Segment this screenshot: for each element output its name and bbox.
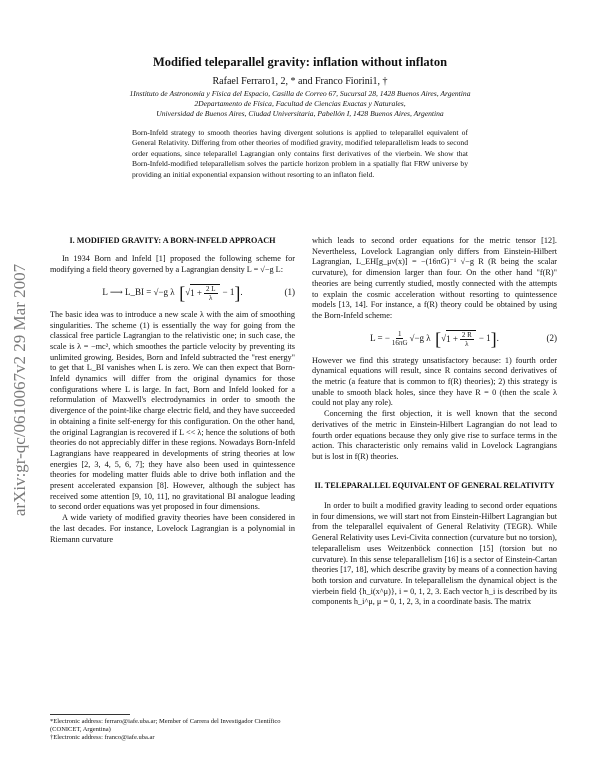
left-paragraph-3: A wide variety of modified gravity theories have been considered in the last decades. For instance, Lovelock Lagrangian is a polynomial in Riemann curvature xyxy=(50,513,295,544)
left-paragraph-2: The basic idea was to introduce a new scale λ with the aim of smoothing singularities. The scheme (1) is essentially the way for going from the classical free particle Lagrangian to the relativistic one; in such case, the scale is λ = −mc², which smoothes the particle velocity by preventing its unlimited growing. Besides, Born and Infeld subtracted the "rest energy" to get that L_BI vanishes when L is zero. We can then expect that Born-Infeld dynamics will differ from the original dynamics for those configurations where L is large. In fact, Born and Infeld looked for a reformulation of Maxwell's electrodynamics in order to smooth the divergence of the point-like charge electric field, and they have succeeded in obtaining a finite self-energy for this configuration. On the other hand, the original Lagrangian is recovered if L << λ; hence the solutions of both theories do not appreciably differ in these regions. Nowadays Born-Infeld Lagrangians have reappeared in developments of string theories at low energies [2, 3, 4, 5, 6, 7]; they have also been used in quintessence theories for modeling matter fluids able to drive both inflation and the present accelerated expansion [8]. However, although the subject has received some attention [9, 10, 11], no gravitational BI analogue leading to second order equations was yet proposed in four dimensions. xyxy=(50,309,295,512)
eq1-sqrt-prefix: 1 + xyxy=(190,287,202,298)
footnote-2: †Electronic address: franco@iafe.uba.ar xyxy=(50,734,155,742)
eq2-open-bracket: [ xyxy=(430,328,442,349)
equation-1: L ⟶ L_BI = √−g λ [ √ 1 + $\frac{2 L}{\lambda}$ − 1 ] . (1) xyxy=(102,282,295,303)
eq2-close-bracket: ] xyxy=(490,328,497,349)
eq2-tail: − 1 xyxy=(478,333,491,344)
footnote-rule xyxy=(50,714,130,715)
left-paragraph-1: In 1934 Born and Infeld [1] proposed the following scheme for modifying a field theory governed by a Lagrangian density L = √−g L: xyxy=(50,254,295,275)
eq2-number: (2) xyxy=(546,333,557,344)
paper-authors: Rafael Ferraro1, 2, * and Franco Fiorini1, † xyxy=(212,76,388,87)
arxiv-id: arXiv:gr-qc/0610067v2 29 Mar 2007 xyxy=(10,263,29,517)
section-1-heading: I. MODIFIED GRAVITY: A BORN-INFELD APPROACH xyxy=(69,236,276,245)
left-column xyxy=(50,236,295,545)
eq1-fraction: $\frac{2 L}{\lambda}$ xyxy=(205,284,216,302)
eq2-sqrt: √ 1 + $\frac{2 R}{\lambda}$ xyxy=(441,330,476,348)
eq1-close-bracket: ] xyxy=(234,282,241,303)
eq2-mid: √−g λ xyxy=(409,333,431,344)
affiliation-3: Universidad de Buenos Aires, Ciudad Universitaria, Pabellón I, 1428 Buenos Aires, Argentina xyxy=(156,109,444,118)
eq1-number: (1) xyxy=(284,287,295,298)
paper-title: Modified teleparallel gravity: inflation without inflaton xyxy=(152,55,448,69)
affiliation-1: 1Instituto de Astronomía y Física del Espacio, Casilla de Correo 67, Sucursal 28, 1428 Buenos Aires, Argentina xyxy=(129,89,471,98)
eq1-tail: − 1 xyxy=(222,287,235,298)
eq1-sqrt: √ 1 + $\frac{2 L}{\lambda}$ xyxy=(185,284,219,302)
right-paragraph-4: In order to built a modified gravity leading to second order equations in four dimensions, we will start not from Einstein-Hilbert Lagrangian but from the teleparallel equivalent of General Relativity (TEGR). While General Relativity uses Levi-Civita connection (curvature but no torsion), teleparallelism uses Weitzenböck connection [15] (torsion but no curvature). In this sense teleparallelism [16] is a sector of Einstein-Cartan theories [17, 18], which describe gravity by means of a connection having both torsion and curvature. In teleparallelism the dynamical object is the vierbein field {h_i(x^μ)}, i = 0, 1, 2, 3. Each vector h_i is described by its components h_i^μ, μ = 0, 1, 2, 3, in a coordinate basis. The matrix xyxy=(312,501,557,607)
footnote-1: *Electronic address: ferraro@iafe.uba.ar; Member of Carrera del Investigador Científico (CONICET, Argentina) xyxy=(50,718,281,734)
right-paragraph-2: However we find this strategy unsatisfactory because: 1) fourth order dynamical equations will result, since R contains second derivatives of the metric (a feature that is common to f(R) theories); 2) this strategy is unable to smooth black holes, since they have R = 0 (then the scale λ could not play any role). xyxy=(312,355,557,408)
arxiv-stamp xyxy=(6,170,34,610)
eq2-prefactor: $\frac{1}{16\pi G}$ xyxy=(391,330,408,348)
eq2-fraction: $\frac{2 R}{\lambda}$ xyxy=(461,330,472,348)
eq1-open-bracket: [ xyxy=(174,282,186,303)
right-paragraph-3: Concerning the first objection, it is well known that the second derivatives of the metric in Einstein-Hilbert Lagrangian do not lead to fourth order equations because they only give rise to surface terms in the action. This characteristic only remains valid in Lovelock Lagrangians but is lost in f(R) theories. xyxy=(312,409,557,461)
eq2-sqrt-prefix: 1 + xyxy=(446,333,458,344)
right-paragraph-1: which leads to second order equations for the metric tensor [12]. Nevertheless, Lovelock Lagrangian only differs from Einstein-Hilbert Lagrangian, L_EH[g_μν(x)] = −(16πG)⁻¹ √−g R (R being the scalar curvature), for dimension larger than four. On the other hand "f(R)" theories are being currently studied, mostly connected with the attempts to explain the cosmic acceleration without resorting to quintessence models [13, 14]. For instance, a f(R) theory could be obtained by using the Born-Infeld scheme: xyxy=(312,236,557,320)
eq2-lhs: L = − xyxy=(370,333,390,344)
eq1-lhs: L ⟶ L_BI = √−g λ xyxy=(102,287,175,298)
right-column xyxy=(312,236,557,608)
affiliation-2: 2Departamento de Física, Facultad de Ciencias Exactas y Naturales, xyxy=(194,99,406,108)
equation-2: L = − $\frac{1}{16\pi G}$ √−g λ [ √ 1 + $\frac{2 R}{\lambda}$ − 1 ] . (2) xyxy=(370,328,557,349)
section-2-heading: II. TELEPARALLEL EQUIVALENT OF GENERAL RELATIVITY xyxy=(314,480,555,490)
footnotes xyxy=(50,714,295,743)
abstract: Born-Infeld strategy to smooth theories having divergent solutions is applied to teleparallel equivalent of General Relativity. Differing from other theories of modified gravity, modified teleparallelism leads to second order equations, since teleparallel Lagrangian only contains first derivatives of the vierbein. We show that Born-Infeld-modified teleparallelism solves the particle horizon problem in a spatially flat FRW universe by providing an initial exponential expansion without resorting to an inflaton field. xyxy=(132,128,468,179)
